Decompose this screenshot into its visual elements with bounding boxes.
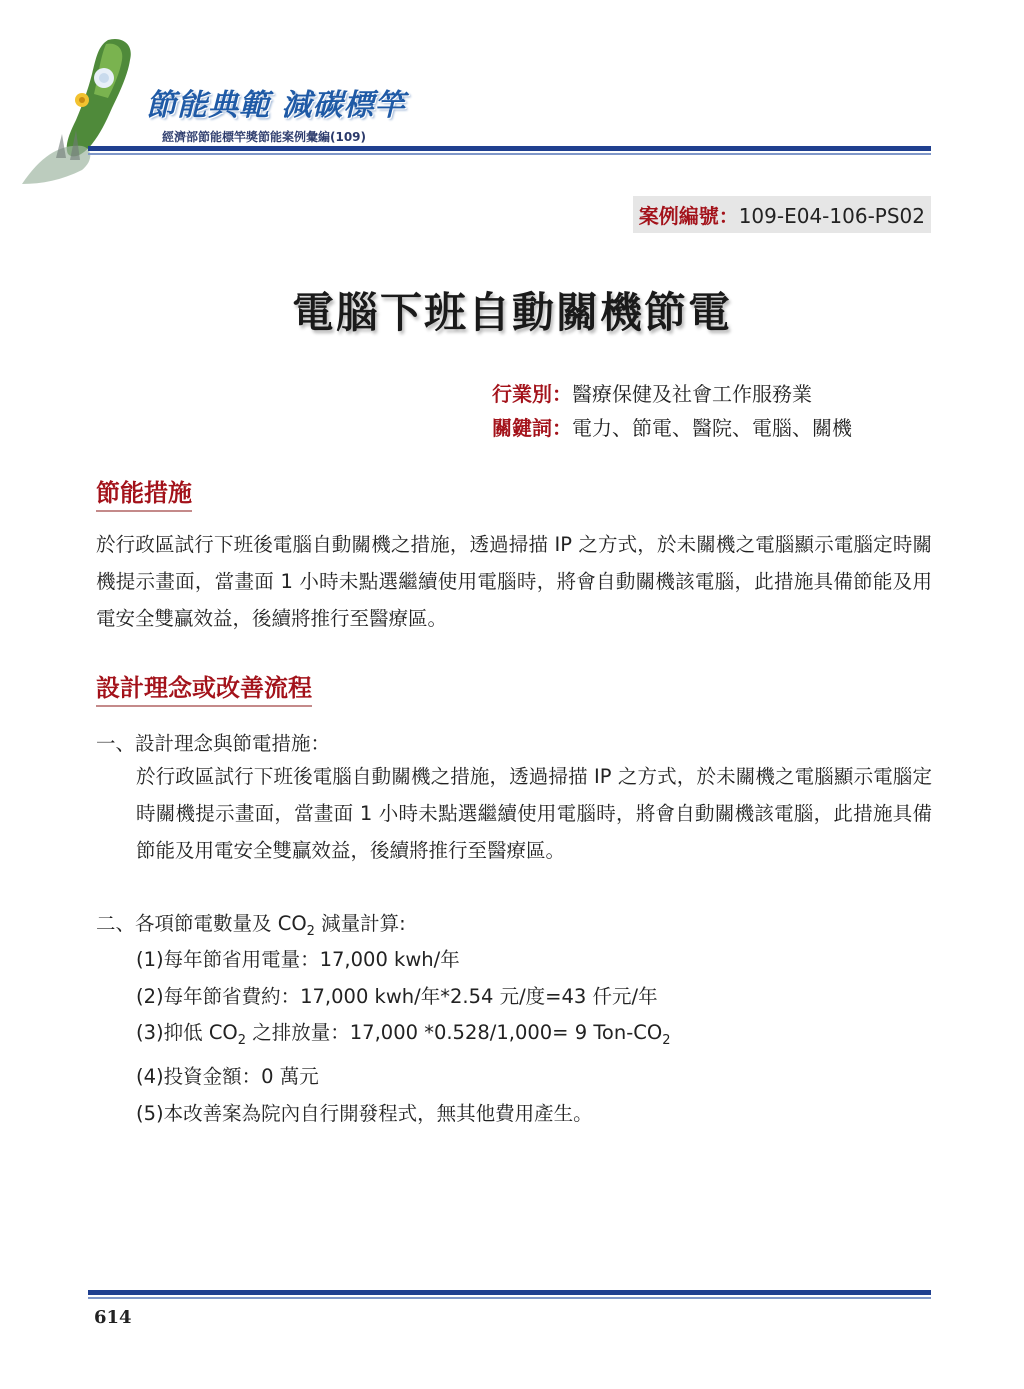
header-rule: [88, 146, 931, 155]
calc3-subscript-end: 2: [662, 1032, 671, 1048]
keywords-value: 電力、節電、醫院、電腦、關機: [572, 416, 852, 440]
list-item: (5)本改善案為院內自行開發程式，無其他費用產生。: [136, 1101, 593, 1125]
industry-label: 行業別：: [492, 382, 572, 406]
case-number-box: [633, 196, 931, 233]
measures-paragraph: 於行政區試行下班後電腦自動關機之措施，透過掃描 IP 之方式，於未關機之電腦顯示電腦定時關機提示畫面，當畫面 1 小時未點選繼續使用電腦時，將會自動關機該電腦，此措施具備節能及用電安全雙贏效益，後續將推行至醫療區。: [96, 533, 932, 630]
industry-value: 醫療保健及社會工作服務業: [572, 382, 812, 406]
brand-subtitle: 經濟部節能標竿獎節能案例彙編(109): [162, 130, 367, 144]
item2-heading: [96, 908, 406, 939]
list-item: [136, 1015, 671, 1059]
list-item: (4)投資金額：0 萬元: [136, 1065, 319, 1089]
item1-paragraph: 於行政區試行下班後電腦自動關機之措施，透過掃描 IP 之方式，於未關機之電腦顯示電腦定時關機提示畫面，當畫面 1 小時未點選繼續使用電腦時，將會自動關機該電腦，此措施具備節能及用電安全雙贏效益，後續將推行至醫療區。: [136, 765, 932, 862]
list-item: (2)每年節省費約：17,000 kwh/年*2.54 元/度=43 仟元/年: [136, 984, 658, 1008]
page-number: 614: [94, 1307, 132, 1328]
keywords-line: [492, 412, 852, 441]
page-title: 電腦下班自動關機節電: [291, 288, 732, 337]
item1-heading: 一、設計理念與節電措施：: [96, 732, 331, 755]
list-item: (1)每年節省用電量：17,000 kwh/年: [136, 948, 460, 971]
calc3-text-mid: 之排放量：17,000 *0.528/1,000= 9 Ton-CO: [246, 1021, 663, 1044]
section-heading-measures: 節能措施: [96, 473, 192, 512]
calc3-text: (3)抑低 CO: [136, 1021, 238, 1044]
calculation-list: [136, 942, 671, 1132]
keywords-label: 關鍵詞：: [492, 416, 572, 440]
section-heading-design: 設計理念或改善流程: [96, 668, 312, 707]
item2-heading-text: 二、各項節電數量及 CO: [96, 912, 307, 935]
case-number-value: 109-E04-106-PS02: [738, 204, 925, 228]
item2-heading-subscript: 2: [306, 923, 315, 939]
item2-heading-text-end: 減量計算:: [314, 912, 406, 935]
footer-rule: [88, 1290, 931, 1299]
calc3-subscript: 2: [237, 1032, 247, 1048]
brand-title: 節能典範 減碳標竿: [146, 88, 406, 123]
industry-line: [492, 378, 812, 407]
case-number-label: 案例編號：: [638, 204, 739, 228]
